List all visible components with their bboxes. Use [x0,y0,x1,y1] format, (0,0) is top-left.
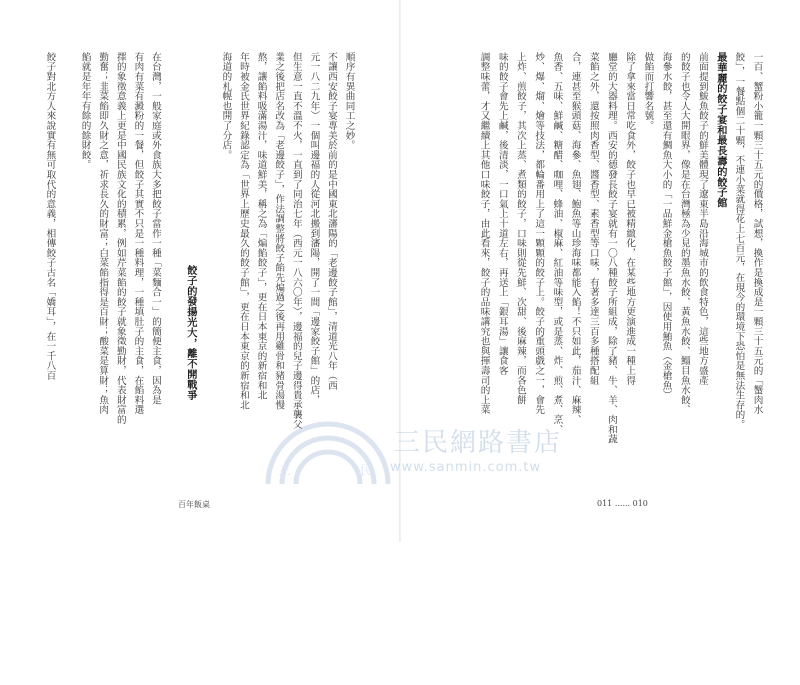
text-column: 炒、爆、熘、燴等技法，都輪番用上了這一顆顆的餃子上。餃子的重頭戲之一，會先 [533,52,545,415]
text-column: 元一八二九年）一個叫邊福的人從河北搬到瀋陽，開了一間「邊家餃子館」的店， [308,52,320,405]
text-column: 味的餃子會先上鹹，後清淡，一口氣上十道左右，再送上「銀耳湯」讓食客 [496,52,508,376]
text-column: 魚香、五味、鮮鹹、糖醋、咖哩、蜂油、椒麻、紅油等味型，或是蒸、炸、煎、煮、烹、 [551,52,563,435]
text-column: 但生意一直不溫不火，一直到了同治七年（西元一八六〇年），邊福的兒子邊得貴承襲父 [290,52,302,430]
text-column: 勤奮；韭菜餡即久財之意，祈求長久的財富；白菜餡指得是百財；酸菜是算財；魚肉 [97,52,109,415]
text-column: 合，連甚至猴頭菇、海參、魚翅、鮑魚等山珍海味都能入餡！不只如此，茄汁、麻辣、 [569,52,581,425]
text-column: 年時被金氏世界紀錄認定為「世界上歷史最久的餃子館」，更在日本東京的新宿和北 [237,52,249,410]
watermark-logo-icon [262,420,394,490]
section-heading: 餃子的發揚光大，離不開戰爭 [184,265,197,401]
text-column: 的餃子也令人大開眼界，像是在台灣極為少見的墨魚水餃、黃魚水餃、鰨目魚水餃、 [678,52,690,415]
text-column: 餡就是年年有餘的餘財餃。 [79,52,91,170]
text-column: 廳堂的大器料理。西安的德發長餃子宴就有一〇八種餃子所組成，除了豬、牛、羊、肉和蔬 [605,52,617,444]
text-column: 順序有異曲同工之妙。 [343,52,355,150]
text-column: 做餡而打響名號。 [642,52,654,131]
watermark-title: 三民網路書店 [394,428,563,458]
watermark-url: www.sanmin.com.tw [390,460,542,475]
text-column: 除了拿來當日常吃食外，餃子也早已被精緻化，在某些地方更演進成一種上得 [624,52,636,386]
watermark-glyph-b: 民 [360,464,374,479]
watermark-glyph-a: 三 [278,464,292,479]
text-column: 有肉有菜有澱粉的一餐，但餃子其實不只是一種料理，一種填肚子的主食，在餡料選 [132,52,144,415]
text-column: 上炸、煎餃子，其次上蒸、煮類的餃子，口味則從先鮮、次甜、後麻辣，而各色餅 [514,52,526,405]
text-column: 業之後把店名改為「老邊餃子」，作法調整將餃子餡先煸過之後再用雞骨和豬骨湯慢 [273,52,285,410]
page-number: 011 ...... 010 [597,499,648,508]
section-heading: 最華麗的餃子宴和最長壽的餃子館 [714,52,727,208]
text-column: 海參水餃，甚至還有鯛魚大小的「一品鮮金槍魚餃子館」，因使用鮪魚（金槍魚） [660,52,672,400]
watermark [262,420,563,495]
running-head: 百年飯桌 [178,500,210,509]
text-column: 餃子對北方人來說實有無可取代的意義，相傳餃子古名「嬌耳」，在一千八百 [44,52,56,381]
text-column: 前面提到鮁魚餃子的鮮美體現了遼東半島沿海城市的飲食特色，這些地方盛產 [696,52,708,386]
text-column: 調整味蕾，才又繼續上其他口味餃子，由此看來，餃子的品味講究也與揮壽司的上菜 [478,52,490,415]
text-column: 在台灣，一般家庭或外食族大多把餃子當作一種「菜麵合一」的簡便主食，因為是 [149,52,161,405]
text-column: 擇的象徵意義上更是中國民族文化的積累，例如芹菜餡的餃子就象徵勤財，代表財富的 [114,52,126,425]
text-column: 餃」，一餐點個二十顆，不連小菜就得花上七百元，在現今的環境下恐怕是無法生存的。 [733,52,745,430]
text-column: 不讓西安餃子宴專美於前的是中國東北瀋陽的「老邊餃子館」，清道光八年（西 [325,52,337,391]
text-column: 一百、蟹粉小籠一顆三十五元的價格，試想，換作是換成是一顆三十五元的「蟹肉水 [751,52,763,415]
text-column: 海道的札幌也開了分店。 [220,52,232,160]
text-column: 熬，讓餡料吸滿湯汁，味道鮮美，稱之為「煸餡餃子」，更在日本東京的新宿和北 [255,52,267,400]
text-column: 菜餡之外，還按照肉香型、醬香型、素香型等口味，有著多達三百多種搭配組 [587,52,599,386]
